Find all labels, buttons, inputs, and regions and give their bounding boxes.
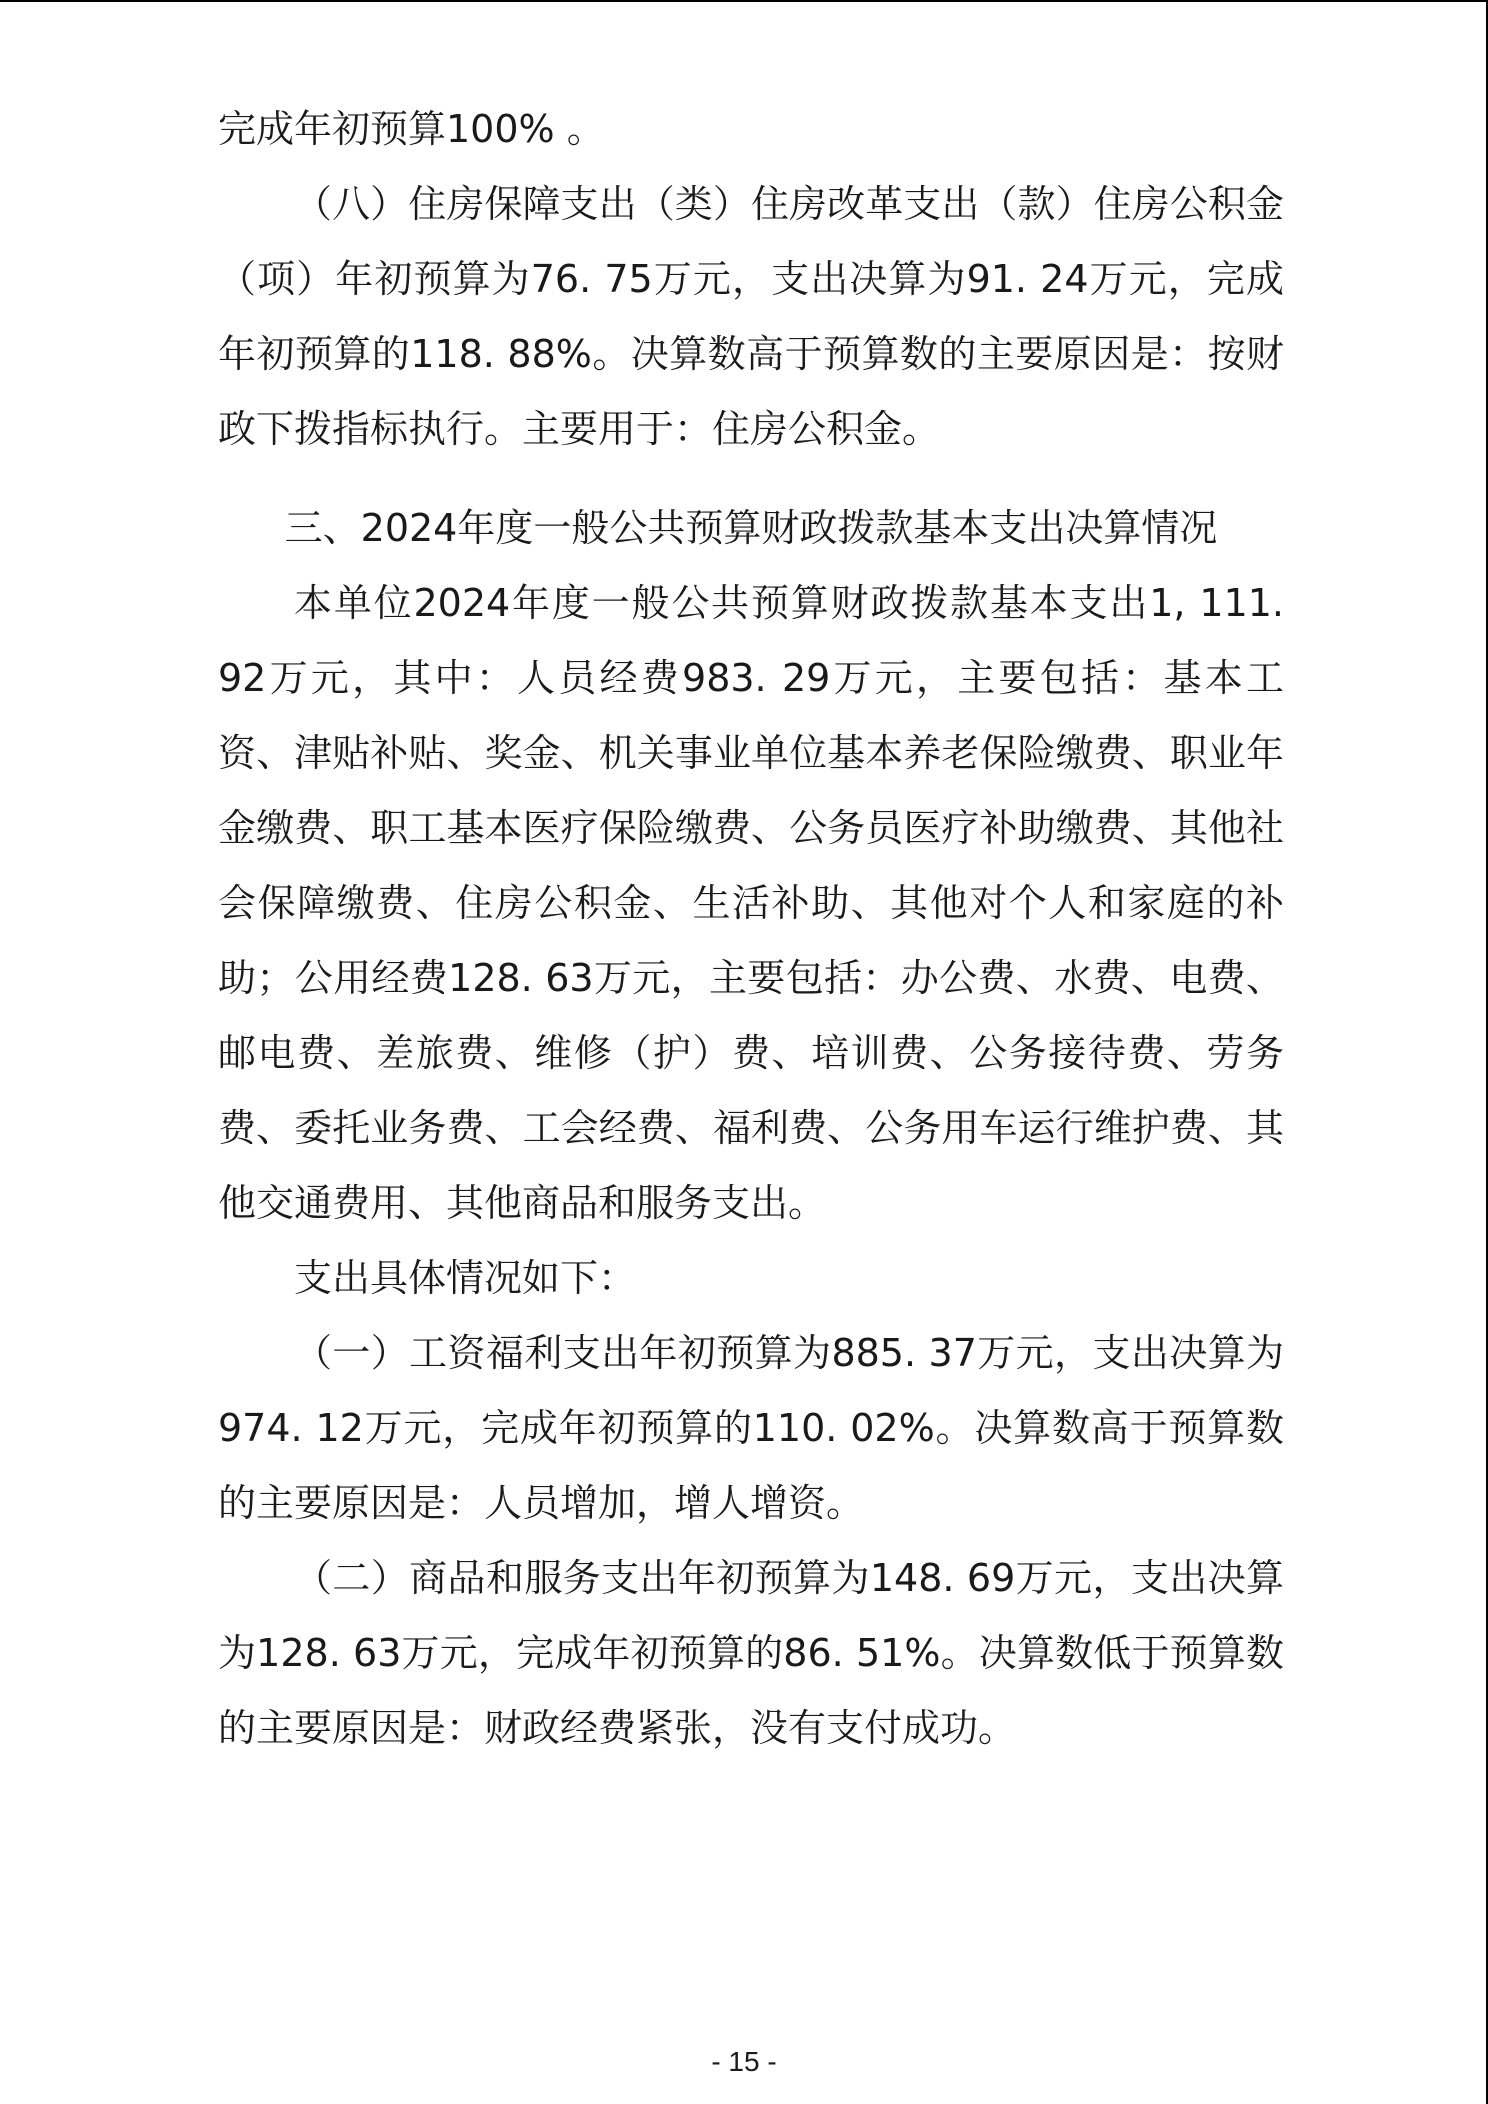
paragraph-details-intro: 支出具体情况如下： — [294, 1256, 637, 1300]
paragraph-salary-welfare: （一）工资福利支出年初预算为885. 37万元，支出决算为974. 12万元，完成年初预算的110. 02%。决算数高于预算数的主要原因是：人员增加，增人增资。 — [218, 1331, 1284, 1525]
section-heading: 三、2024年度一般公共预算财政拨款基本支出决算情况 — [284, 506, 1218, 550]
paragraph-goods-services: （二）商品和服务支出年初预算为148. 69万元，支出决算为128. 63万元，完成年初预算的86. 51%。决算数低于预算数的主要原因是：财政经费紧张，没有支付成功。 — [218, 1556, 1284, 1750]
paragraph-continuation: 完成年初预算100% 。 — [218, 107, 605, 151]
paragraph-basic-expenditure: 本单位2024年度一般公共预算财政拨款基本支出1, 111. 92万元，其中：人员经费983. 29万元，主要包括：基本工资、津贴补贴、奖金、机关事业单位基本养老保险缴费、职业年金缴费、职工基本医疗保险缴费、公务员医疗补助缴费、其他社会保障缴费、住房公积金、生活补助、其他对个人和家庭的补助；公用经费128. 63万元，主要包括：办公费、水费、电费、邮电费、差旅费、维修（护）费、培训费、公务接待费、劳务费、委托业务费、工会经费、福利费、公务用车运行维护费、其他交通费用、其他商品和服务支出。 — [218, 581, 1284, 1225]
page-number: - 15 - — [711, 2046, 777, 2077]
paragraph-housing-security: （八）住房保障支出（类）住房改革支出（款）住房公积金（项）年初预算为76. 75万元，支出决算为91. 24万元，完成年初预算的118. 88%。决算数高于预算数的主要原因是：按财政下拨指标执行。主要用于：住房公积金。 — [218, 182, 1284, 451]
document-body — [218, 92, 1284, 1766]
